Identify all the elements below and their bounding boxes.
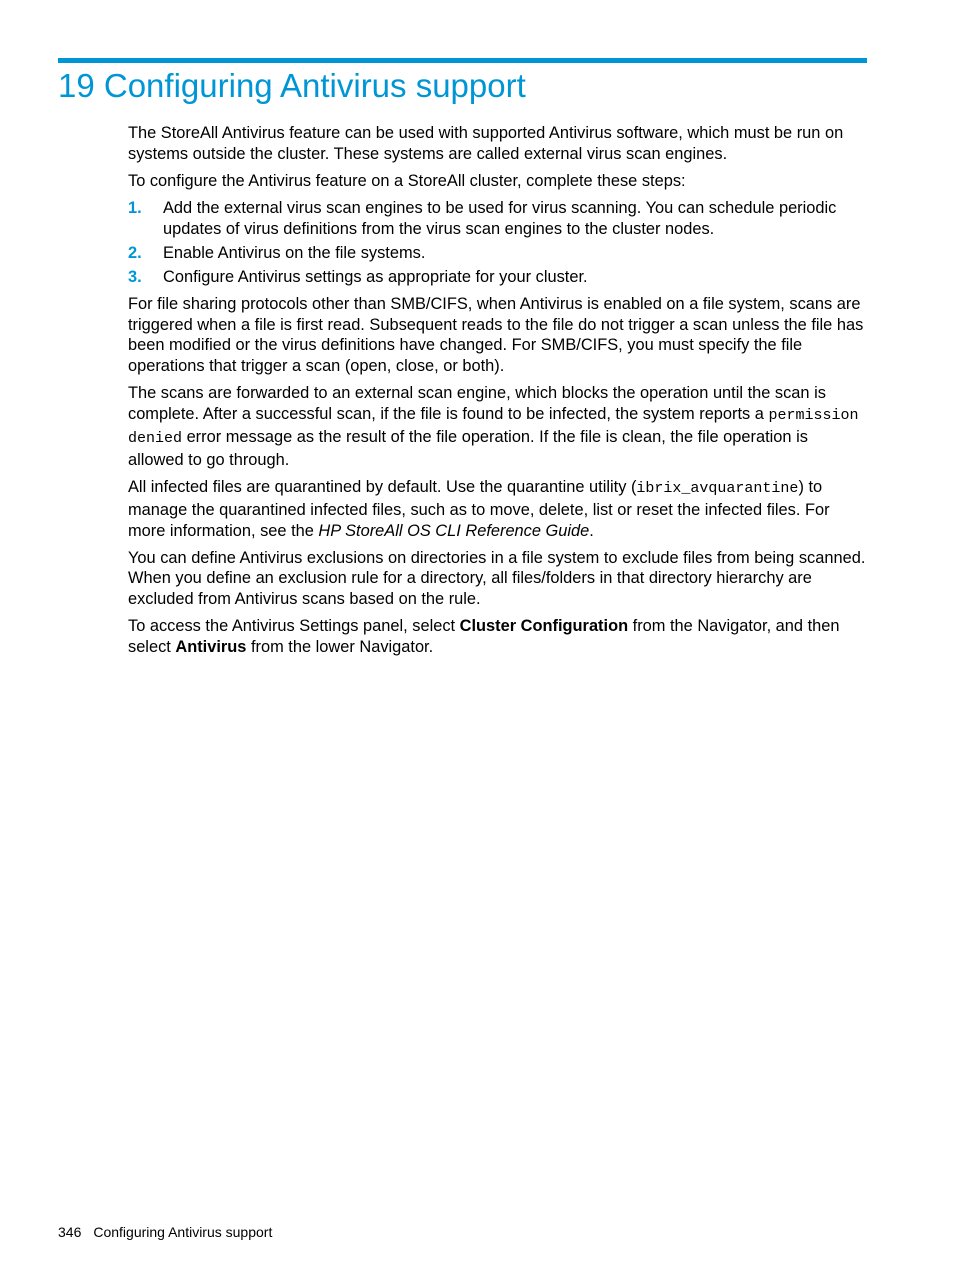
quarantine-paragraph [128, 477, 868, 541]
chapter-header-rule [58, 58, 867, 63]
page-number: 346 [58, 1224, 82, 1240]
intro-paragraph: The StoreAll Antivirus feature can be used with supported Antivirus software, which must be run on systems outside the cluster. These systems are called external virus scan engines. [128, 124, 844, 163]
step-item [128, 243, 868, 264]
step-text: Enable Antivirus on the file systems. [163, 243, 426, 262]
paragraph-text: ) to manage the quarantined infected files, such as to move, delete, list or reset the infected files. For more information, see the [128, 477, 830, 540]
inline-code-permission-denied: permission denied [128, 407, 859, 447]
paragraph-text: To access the Antivirus Settings panel, select [128, 617, 460, 636]
scan-triggers-paragraph: For file sharing protocols other than SMB/CIFS, when Antivirus is enabled on a file system, scans are triggered when a file is first read. Subsequent reads to the file do not trigger a scan unless the file has been modified or the virus definitions have changed. For SMB/CIFS, you must specify the file operations that trigger a scan (open, close, or both). [128, 294, 864, 376]
paragraph-text: . [589, 521, 594, 540]
paragraph-text: from the lower Navigator. [246, 638, 434, 657]
paragraph-text: All infected files are quarantined by default. Use the quarantine utility ( [128, 477, 637, 496]
chapter-title: 19 Configuring Antivirus support [58, 67, 526, 104]
settings-access-paragraph [128, 616, 868, 658]
scan-forwarding-paragraph [128, 383, 868, 470]
inline-code-ibrix-avquarantine: ibrix_avquarantine [636, 479, 799, 497]
page-footer [58, 1222, 272, 1242]
step-number: 2. [128, 243, 142, 262]
step-text: Add the external virus scan engines to be used for virus scanning. You can schedule periodic updates of virus definitions from the virus scan engines to the cluster nodes. [163, 199, 837, 238]
ui-term-cluster-configuration: Cluster Configuration [459, 617, 629, 636]
chapter-body [128, 123, 868, 664]
footer-section-title: Configuring Antivirus support [93, 1224, 273, 1240]
reference-guide-title: HP StoreAll OS CLI Reference Guide [318, 521, 590, 540]
ui-term-antivirus: Antivirus [175, 638, 247, 657]
step-text: Configure Antivirus settings as appropriate for your cluster. [163, 267, 588, 286]
step-item [128, 198, 868, 240]
step-number: 3. [128, 267, 142, 286]
steps-intro-paragraph: To configure the Antivirus feature on a StoreAll cluster, complete these steps: [128, 171, 686, 190]
configuration-steps-list [128, 198, 868, 287]
exclusions-paragraph: You can define Antivirus exclusions on directories in a file system to exclude files from being scanned. When you define an exclusion rule for a directory, all files/folders in that directory hierarchy are excluded from Antivirus scans based on the rule. [128, 548, 866, 609]
paragraph-text: error message as the result of the file operation. If the file is clean, the file operation is allowed to go through. [128, 427, 808, 469]
paragraph-text: The scans are forwarded to an external scan engine, which blocks the operation until the scan is complete. After a successful scan, if the file is found to be infected, the system reports a [128, 384, 826, 424]
step-item [128, 267, 868, 288]
paragraph-text: from the Navigator, and then select [128, 617, 840, 657]
step-number: 1. [128, 199, 142, 218]
